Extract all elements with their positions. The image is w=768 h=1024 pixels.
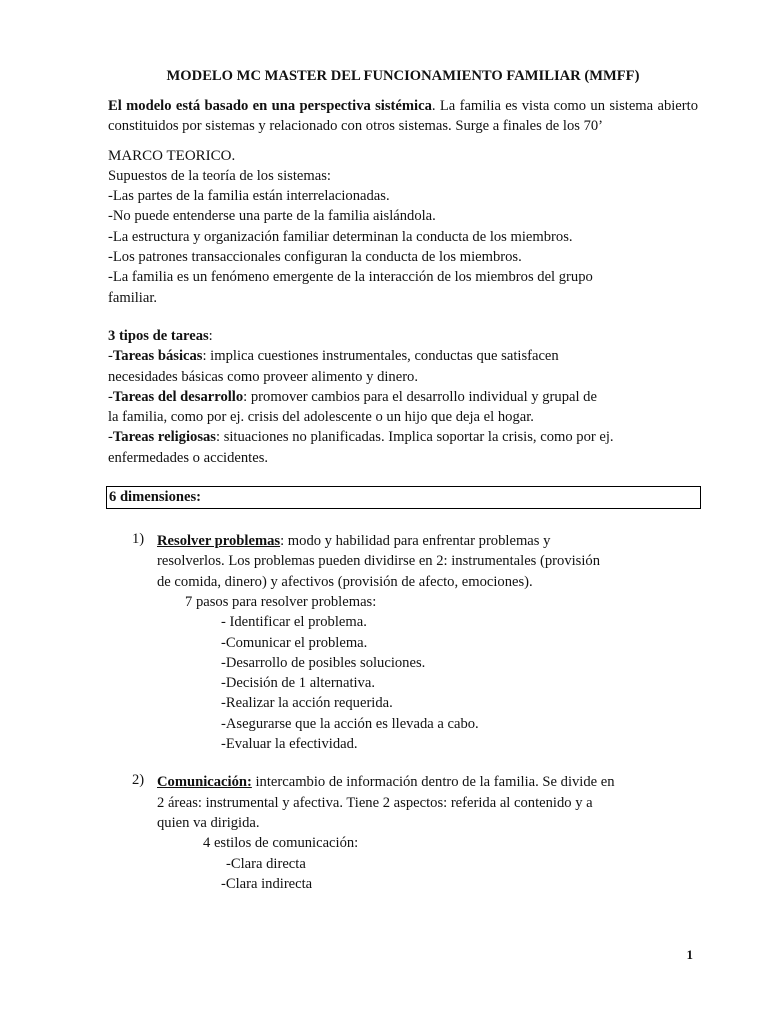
tarea-religiosas: -Tareas religiosas: situaciones no planificadas. Implica soportar la crisis, como por ej. bbox=[108, 429, 614, 446]
list-number: 2) bbox=[132, 772, 145, 789]
step-item: - Identificar el problema. bbox=[221, 614, 367, 631]
tarea-desarrollo: -Tareas del desarrollo: promover cambios para el desarrollo individual y grupal de bbox=[108, 388, 597, 405]
list-number: 1) bbox=[132, 531, 145, 548]
marco-subheading: Supuestos de la teoría de los sistemas: bbox=[108, 167, 331, 184]
document-page bbox=[108, 66, 698, 894]
step-item: -Comunicar el problema. bbox=[221, 634, 368, 651]
marco-item: -La estructura y organización familiar determinan la conducta de los miembros. bbox=[108, 228, 573, 245]
style-item: -Clara indirecta bbox=[221, 875, 313, 892]
intro-text: . La familia es vista como un sistema abierto constituidos por sistemas y relacionado con otros sistemas. Surge a finales de los 70’ bbox=[108, 98, 698, 135]
step-item: -Decisión de 1 alternativa. bbox=[221, 675, 375, 692]
page-number: 1 bbox=[686, 947, 693, 962]
step-item: -Realizar la acción requerida. bbox=[221, 695, 393, 712]
step-item: -Asegurarse que la acción es llevada a cabo. bbox=[221, 715, 479, 732]
tarea-religiosas-cont: enfermedades o accidentes. bbox=[108, 449, 269, 466]
tarea-basicas-cont: necesidades básicas como proveer alimento y dinero. bbox=[108, 368, 419, 385]
intro-paragraph bbox=[108, 96, 698, 137]
dimensiones-box: 6 dimensiones: bbox=[106, 486, 701, 509]
marco-item: -No puede entenderse una parte de la familia aislándola. bbox=[108, 208, 436, 225]
marco-heading: MARCO TEORICO. bbox=[108, 147, 236, 164]
styles-heading: 4 estilos de comunicación: bbox=[203, 835, 359, 852]
dimension-label: Comunicación: bbox=[157, 774, 252, 791]
tarea-desarrollo-cont: la familia, como por ej. crisis del adolescente o un hijo que deja el hogar. bbox=[108, 409, 534, 426]
marco-item: -Los patrones transaccionales configuran la conducta de los miembros. bbox=[108, 249, 522, 266]
step-item: -Evaluar la efectividad. bbox=[221, 736, 358, 753]
tareas-heading: 3 tipos de tareas: bbox=[108, 327, 213, 344]
dimension-1: 1) Resolver problemas: modo y habilidad para enfrentar problemas y resolverlos. Los problemas pueden dividirse en 2: instrumentales (provisión de comida, dinero) y afectivos (provisión de afecto, emociones). bbox=[132, 531, 600, 590]
dimension-2: 2) Comunicación: intercambio de información dentro de la familia. Se divide en 2 áreas: instrumental y afectiva. Tiene 2 aspectos: referida al contenido y a quien va dirigida. bbox=[132, 772, 615, 831]
dimension-label: Resolver problemas bbox=[157, 533, 281, 550]
marco-item: -Las partes de la familia están interrelacionadas. bbox=[108, 188, 390, 205]
tarea-basicas: -Tareas básicas: implica cuestiones instrumentales, conductas que satisfacen bbox=[108, 348, 559, 365]
intro-bold: El modelo está basado en una perspectiva sistémica bbox=[108, 98, 432, 114]
document-title: MODELO MC MASTER DEL FUNCIONAMIENTO FAMILIAR (MMFF) bbox=[166, 68, 640, 84]
marco-item: familiar. bbox=[108, 289, 158, 306]
style-item: -Clara directa bbox=[226, 855, 306, 872]
marco-item: -La familia es un fenómeno emergente de la interacción de los miembros del grupo bbox=[108, 269, 593, 286]
step-item: -Desarrollo de posibles soluciones. bbox=[221, 654, 426, 671]
steps-heading: 7 pasos para resolver problemas: bbox=[185, 593, 377, 610]
